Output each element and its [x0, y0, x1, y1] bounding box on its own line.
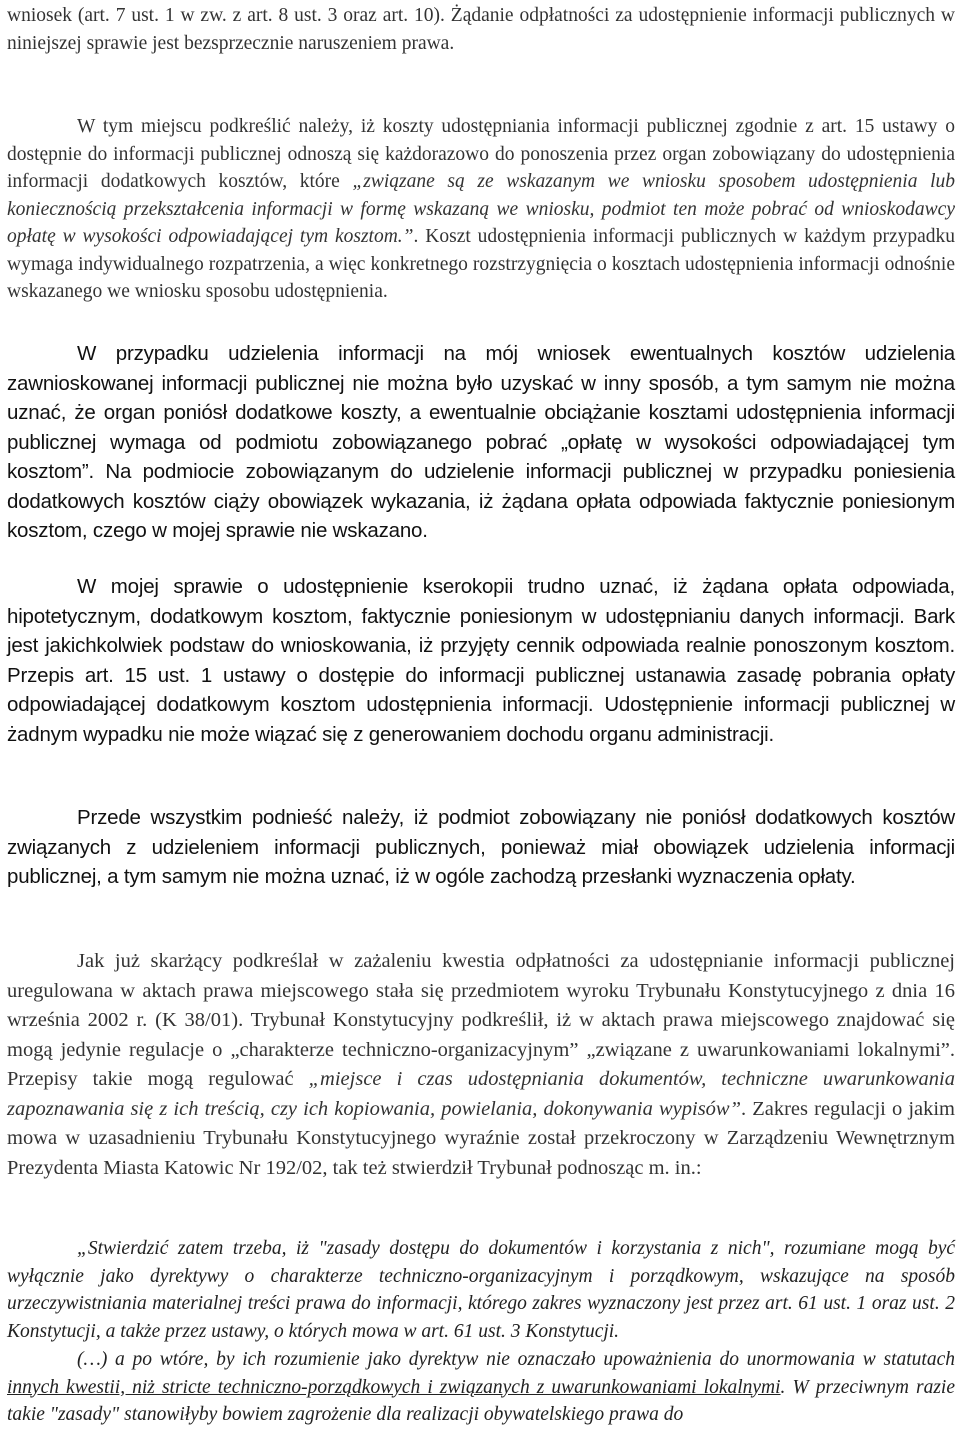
- paragraph-3: [7, 339, 955, 546]
- paragraph-4-text: W mojej sprawie o udostępnienie kserokopii trudno uznać, iż żądana opłata odpowiada, hipotetycznym, dodatkowym kosztom, faktycznie poniesionym w udostępnianiu danych informacji. Bark jest jakichkolwiek podstaw do wnioskowania, iż przyjęty cennik odpowiada realnie ponoszonym kosztom. Przepis art. 15 ust. 1 ustawy o dostępie do informacji publicznej ustanawia zasadę pobrania opłaty odpowiadającej dodatkowym kosztom udostępnienia informacji. Udostępnienie informacji publicznej w żadnym wypadku nie może wiązać się z generowaniem dochodu organu administracji.: [7, 575, 955, 746]
- block-quote-2-text-b: . W przeciwnym razie takie "zasady" stanowiłyby bowiem zagrożenie dla realizacji obywatelskiego prawa do: [7, 1376, 955, 1425]
- block-quote-2: [7, 1346, 955, 1429]
- paragraph-2-text-a: W tym miejscu podkreślić należy, iż koszty udostępniania informacji publicznej zgodnie z art. 15 ustawy o dostępnie do informacji publicznej odnoszą się każdorazowo do ponoszenia przez organ zobowiązany do udostępnienia informacji dodatkowych kosztów, które: [7, 116, 955, 192]
- block-quote-2-underlined: innych kwestii, niż stricte techniczno-porządkowych i związanych z uwarunkowaniami lokalnymi: [7, 1376, 781, 1398]
- paragraph-3-indent: [7, 342, 77, 365]
- paragraph-6-text-a: Jak już skarżący podkreślał w zażaleniu kwestia odpłatności za udostępnianie informacji publicznej uregulowana w aktach prawa miejscowego stała się przedmiotem wyroku Trybunału Konstytucyjnego z dnia 16 września 2002 r. (K 38/01). Trybunał Konstytucyjny podkreślił, iż w aktach prawa miejscowego znajdować się mogą jedynie regulacje o „charakterze techniczno-organizacyjnym” „związane z uwarunkowaniami lokalnymi”. Przepisy takie mogą regulować: [7, 950, 955, 1090]
- block-quote-2-text-a: (…) a po wtóre, by ich rozumienie jako dyrektyw nie oznaczało upoważnienia do unormowania w statutach: [77, 1349, 955, 1370]
- paragraph-1-text: wniosek (art. 7 ust. 1 w zw. z art. 8 ust. 3 oraz art. 10). Żądanie odpłatności za udostępnienie informacji publicznych w niniejszej sprawie jest bezsprzecznie naruszeniem prawa.: [7, 5, 955, 54]
- paragraph-1: [7, 2, 955, 57]
- block-quote-1-indent: [7, 1238, 77, 1259]
- paragraph-6-text-b: . Zakres regulacji o jakim mowa w uzasadnieniu Trybunału Konstytucyjnego wyraźnie został przekroczony w Zarządzeniu Wewnętrznym Prezydenta Miasta Katowic Nr 192/02, tak też stwierdził Trybunał podnosząc m. in.:: [7, 1097, 956, 1179]
- block-quote-2-indent: [7, 1349, 77, 1370]
- block-quote-1-text: „Stwierdzić zatem trzeba, iż "zasady dostępu do dokumentów i korzystania z nich", rozumiane mogą być wyłącznie jako dyrektywy o charakterze techniczno-organizacyjnym i porządkowym, wskazujące na sposób urzeczywistniania materialnej treści prawa do informacji, którego zakres wyznaczony jest przez art. 61 ust. 1 oraz ust. 2 Konstytucji, a także przez ustawy, o których mowa w art. 61 ust. 3 Konstytucji.: [7, 1238, 955, 1342]
- paragraph-5: [7, 803, 955, 892]
- paragraph-5-indent: [7, 806, 77, 829]
- paragraph-2: [7, 113, 955, 306]
- paragraph-2-indent: [7, 116, 77, 137]
- paragraph-4-indent: [7, 575, 77, 598]
- paragraph-2-text-b: . Koszt udostępnienia informacji publicznych w każdym przypadku wymaga indywidualnego rozpatrzenia, a więc konkretnego rozstrzygnięcia o kosztach udostępnienia informacji odnośnie wskazanego we wniosku sposobu udostępnienia.: [7, 226, 956, 302]
- tribunal-quote: „miejsce i czas udostępniania dokumentów, techniczne uwarunkowania zapoznawania się z ich treścią, czy ich kopiowania, powielania, dokonywania wypisów”: [7, 1068, 955, 1120]
- block-quote-1: [7, 1235, 955, 1345]
- paragraph-6-indent: [7, 950, 77, 972]
- paragraph-5-text: Przede wszystkim podnieść należy, iż podmiot zobowiązany nie poniósł dodatkowych kosztów związanych z udzieleniem informacji publicznych, ponieważ miał obowiązek udzielenia informacji publicznej, a tym samym nie można uznać, iż w ogóle zachodzą przesłanki wyznaczenia opłaty.: [7, 806, 955, 888]
- statute-quote: „związane są ze wskazanym we wniosku sposobem udostępnienia lub koniecznością przekształcenia informacji w formę wskazaną we wniosku, podmiot ten może pobrać od wnioskodawcy opłatę w wysokości odpowiadającej tym kosztom.”: [7, 171, 955, 247]
- paragraph-4: [7, 572, 955, 749]
- paragraph-3-text: W przypadku udzielenia informacji na mój wniosek ewentualnych kosztów udzielenia zawnioskowanej informacji publicznej nie można było uzyskać w inny sposób, a tym samym nie można uznać, że organ poniósł dodatkowe koszty, a ewentualnie obciążanie kosztami udostępnienia informacji publicznej wymaga od podmiotu zobowiązanego pobrać „opłatę w wysokości odpowiadającej tym kosztom”. Na podmiocie zobowiązanym do udzielenie informacji publicznej w przypadku poniesienia dodatkowych kosztów ciąży obowiązek wykazania, iż żądana opłata odpowiada faktycznie poniesionym kosztom, czego w mojej sprawie nie wskazano.: [7, 342, 955, 542]
- paragraph-6: [7, 947, 955, 1183]
